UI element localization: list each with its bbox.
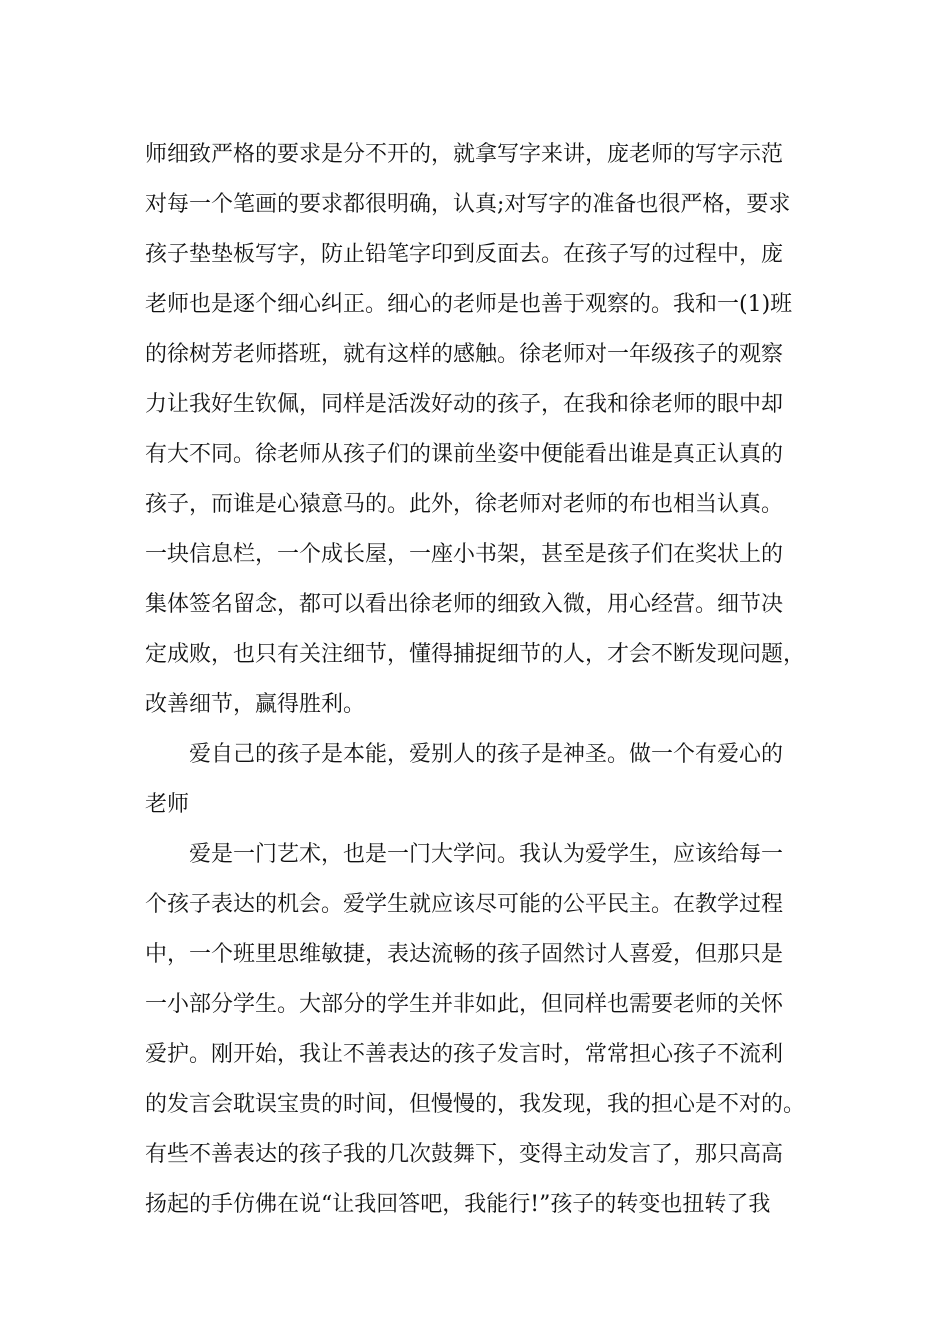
text-line: 有些不善表达的孩子我的几次鼓舞下，变得主动发言了，那只高高 [145,1142,784,1167]
text-line: 中，一个班里思维敏捷，表达流畅的孩子固然讨人喜爱，但那只是 [145,942,784,967]
text-line: 的发言会耽误宝贵的时间，但慢慢的，我发现，我的担心是不对的。 [145,1092,806,1117]
text-line: 的徐树芳老师搭班，就有这样的感触。徐老师对一年级孩子的观察 [145,342,784,367]
text-line: 定成败，也只有关注细节，懂得捕捉细节的人，才会不断发现问题， [145,642,806,667]
paragraph-heading-line: 老师 [145,792,190,817]
text-line: 集体签名留念，都可以看出徐老师的细致入微，用心经营。细节决 [145,592,784,617]
text-line: 一小部分学生。大部分的学生并非如此，但同样也需要老师的关怀 [145,992,784,1017]
text-line: 一块信息栏，一个成长屋，一座小书架，甚至是孩子们在奖状上的 [145,542,784,567]
text-line: 改善细节，赢得胜利。 [145,692,366,717]
paragraph-heading-line: 爱自己的孩子是本能，爱别人的孩子是神圣。做一个有爱心的 [189,742,784,767]
text-line: 师细致严格的要求是分不开的，就拿写字来讲，庞老师的写字示范 [145,142,784,167]
text-line: 老师也是逐个细心纠正。细心的老师是也善于观察的。我和一(1)班 [145,292,793,317]
text-line: 个孩子表达的机会。爱学生就应该尽可能的公平民主。在教学过程 [145,892,784,917]
text-line: 对每一个笔画的要求都很明确，认真;对写字的准备也很严格，要求 [145,192,791,217]
text-line: 孩子，而谁是心猿意马的。此外，徐老师对老师的布也相当认真。 [145,492,784,517]
text-line: 爱是一门艺术，也是一门大学问。我认为爱学生，应该给每一 [189,842,784,867]
body-text [145,130,825,1230]
text-line: 力让我好生钦佩，同样是活泼好动的孩子，在我和徐老师的眼中却 [145,392,784,417]
text-line: 有大不同。徐老师从孩子们的课前坐姿中便能看出谁是真正认真的 [145,442,784,467]
text-line: 扬起的手仿佛在说“让我回答吧，我能行!”孩子的转变也扭转了我 [145,1192,771,1217]
text-line: 爱护。刚开始，我让不善表达的孩子发言时，常常担心孩子不流利 [145,1042,784,1067]
text-line: 孩子垫垫板写字，防止铅笔字印到反面去。在孩子写的过程中，庞 [145,242,784,267]
